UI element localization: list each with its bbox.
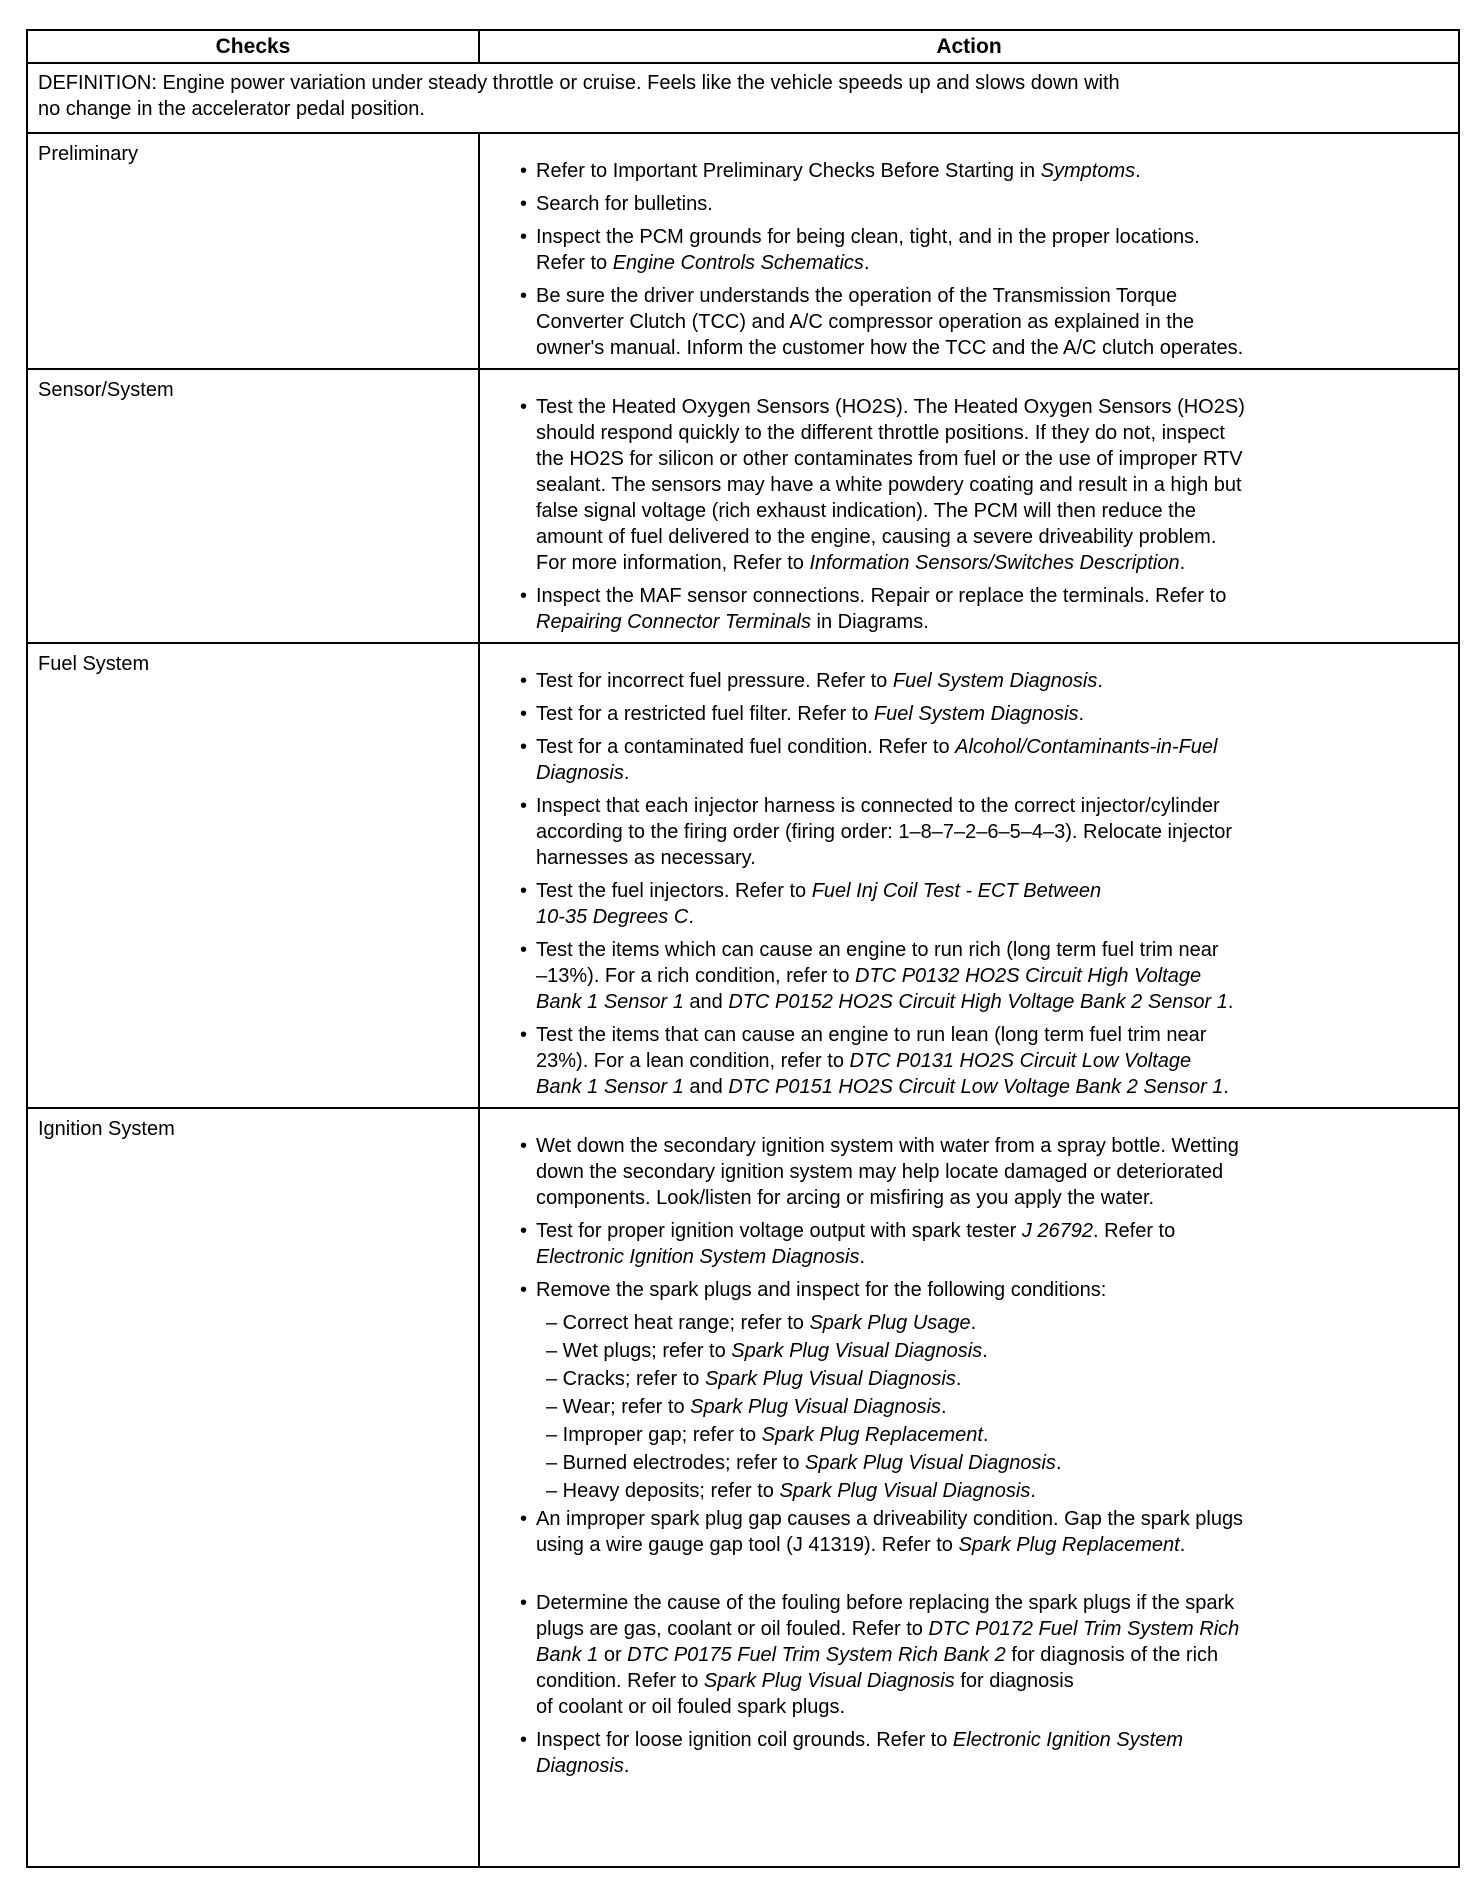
bullet-icon: •	[520, 1220, 528, 1242]
bullet-icon: •	[520, 670, 528, 692]
bullet-item	[480, 583, 1448, 635]
diagnostic-table	[26, 29, 1460, 1868]
bullet-item	[480, 1218, 1448, 1270]
sub-list-item	[480, 1310, 1448, 1336]
bullet-item	[480, 1590, 1448, 1720]
reference-text: DTC P0175 Fuel Trim System Rich Bank 2	[627, 1644, 1006, 1666]
bullet-icon: •	[520, 193, 528, 215]
check-label: Sensor/System	[27, 369, 479, 643]
reference-text: DTC P0151 HO2S Circuit Low Voltage Bank 2 Sensor 1	[728, 1076, 1224, 1098]
bullet-item	[480, 224, 1448, 276]
item-text: .	[859, 1246, 866, 1268]
item-text: – Wear; refer to	[546, 1396, 691, 1418]
item-text: .	[982, 1340, 988, 1362]
item-text: Test for a restricted fuel filter. Refer to	[536, 703, 874, 725]
sub-list-item	[480, 1394, 1448, 1420]
item-text: .	[941, 1396, 947, 1418]
sub-list-item	[480, 1422, 1448, 1448]
item-text: and	[683, 991, 729, 1013]
item-text: .	[982, 1424, 989, 1446]
reference-text: Spark Plug Visual Diagnosis	[704, 1368, 956, 1390]
sub-list-item	[480, 1478, 1448, 1504]
column-header-checks: Checks	[27, 30, 479, 63]
bullet-icon: •	[520, 585, 528, 607]
bullet-icon: •	[520, 1592, 528, 1614]
item-text: Refer to Important Preliminary Checks Before Starting in	[536, 160, 1041, 182]
bullet-item	[480, 1133, 1448, 1211]
bullet-item	[480, 1727, 1448, 1779]
reference-text: Electronic Ignition System Diagnosis	[536, 1729, 1184, 1777]
reference-text: Information Sensors/Switches Description	[809, 552, 1180, 574]
column-header-action: Action	[479, 30, 1459, 63]
bullet-item	[480, 1506, 1448, 1558]
item-text: An improper spark plug gap causes a driveability condition. Gap the spark plugs using a wire gauge gap tool (J 41319). Refer to	[536, 1508, 1244, 1556]
item-text: – Cracks; refer to	[546, 1368, 705, 1390]
item-text: or	[598, 1644, 628, 1666]
item-text: .	[955, 1368, 962, 1390]
item-text: .	[1223, 1076, 1229, 1098]
item-text: .	[1078, 703, 1085, 725]
bullet-icon: •	[520, 285, 528, 307]
bullet-item	[480, 793, 1448, 871]
item-text: Wet down the secondary ignition system with water from a spray bottle. Wetting down the secondary ignition system may help locate damaged or deteriorated components. Look/listen for arcing or misfiring as you apply the water.	[536, 1135, 1239, 1209]
item-text: .	[1055, 1452, 1062, 1474]
bullet-icon: •	[520, 1024, 528, 1046]
item-text: for diagnosis of the rich condition. Refer to	[536, 1644, 1219, 1692]
item-text: Test the items that can cause an engine to run lean (long term fuel trim near 23%). For a lean condition, refer to	[536, 1024, 1207, 1072]
action-cell	[479, 133, 1459, 369]
definition-row	[27, 63, 1459, 133]
bullet-icon: •	[520, 226, 528, 248]
item-text: Test for a contaminated fuel condition. Refer to	[536, 736, 956, 758]
item-text: – Heavy deposits; refer to	[546, 1480, 780, 1502]
reference-text: Spark Plug Visual Diagnosis	[805, 1452, 1056, 1474]
item-text: Be sure the driver understands the operation of the Transmission Torque Converter Clutch (TCC) and A/C compressor operation as explained in the owner's manual. Inform the customer how the TCC and the A/C clutch operates.	[536, 285, 1244, 359]
check-rows	[27, 133, 1459, 1867]
reference-text: DTC P0131 HO2S Circuit Low Voltage Bank 1 Sensor 1	[536, 1050, 1192, 1098]
reference-text: Spark Plug Replacement	[958, 1534, 1180, 1556]
bullet-icon: •	[520, 396, 528, 418]
item-text: .	[1179, 1534, 1186, 1556]
item-text: Test the items which can cause an engine to run rich (long term fuel trim near –13%). For a rich condition, refer to	[536, 939, 1219, 987]
item-text: Test the fuel injectors. Refer to	[536, 880, 812, 902]
item-text: Test the Heated Oxygen Sensors (HO2S). The Heated Oxygen Sensors (HO2S) should respond quickly to the different throttle positions. If they do not, inspect the HO2S for silicon or other contaminates from fuel or the use of improper RTV sealant. The sensors may have a white powdery coating and result in a high but false signal voltage (rich exhaust indication). The PCM will then reduce the amount of fuel delivered to the engine, causing a severe driveability problem. For more information, Refer to	[536, 396, 1245, 574]
check-row	[27, 643, 1459, 1108]
item-text: Test for incorrect fuel pressure. Refer to	[536, 670, 893, 692]
bullet-item	[480, 878, 1448, 930]
bullet-icon: •	[520, 1135, 528, 1157]
bullet-item	[480, 668, 1448, 694]
check-row	[27, 369, 1459, 643]
item-text: .	[1135, 160, 1141, 182]
item-text: Inspect the MAF sensor connections. Repair or replace the terminals. Refer to	[536, 585, 1227, 607]
item-text: Remove the spark plugs and inspect for the following conditions:	[536, 1279, 1107, 1301]
item-text: Inspect that each injector harness is connected to the correct injector/cylinder according to the firing order (firing order: 1–8–7–2–6–5–4–3). Relocate injector harnesses as necessary.	[536, 795, 1232, 869]
bullet-item	[480, 191, 1448, 217]
reference-text: DTC P0172 Fuel Trim System Rich Bank 1	[536, 1618, 1240, 1666]
bullet-item	[480, 1022, 1448, 1100]
item-text: .	[1179, 552, 1186, 574]
reference-text: Repairing Connector Terminals	[536, 611, 811, 633]
item-text: and	[683, 1076, 729, 1098]
bullet-icon: •	[520, 939, 528, 961]
reference-text: DTC P0132 HO2S Circuit High Voltage Bank 1 Sensor 1	[536, 965, 1202, 1013]
definition-text: DEFINITION: Engine power variation under steady throttle or cruise. Feels like the vehicle speeds up and slows down with no change in the accelerator pedal position.	[27, 63, 1459, 133]
item-text: .	[1030, 1480, 1036, 1502]
item-text: – Wet plugs; refer to	[546, 1340, 732, 1362]
sub-list-item	[480, 1338, 1448, 1364]
action-cell	[479, 643, 1459, 1108]
item-text: – Correct heat range; refer to	[546, 1312, 810, 1334]
action-cell	[479, 369, 1459, 643]
sub-list-item	[480, 1450, 1448, 1476]
reference-text: Fuel System Diagnosis	[892, 670, 1098, 692]
item-text: Test for proper ignition voltage output with spark tester	[536, 1220, 1022, 1242]
bullet-icon: •	[520, 880, 528, 902]
check-label: Fuel System	[27, 643, 479, 1108]
reference-text: J 26792	[1021, 1220, 1093, 1242]
bullet-item	[480, 158, 1448, 184]
reference-text: Spark Plug Visual Diagnosis	[703, 1670, 955, 1692]
bullet-icon: •	[520, 736, 528, 758]
bullet-icon: •	[520, 1729, 528, 1751]
bullet-icon: •	[520, 703, 528, 725]
reference-text: Fuel Inj Coil Test - ECT Between 10-35 Degrees C	[536, 880, 1102, 928]
item-text: – Burned electrodes; refer to	[546, 1452, 806, 1474]
item-text: .	[1227, 991, 1234, 1013]
item-text: .	[623, 1755, 630, 1777]
bullet-item	[480, 937, 1448, 1015]
item-text: . Refer to	[1092, 1220, 1176, 1242]
bullet-icon: •	[520, 1279, 528, 1301]
bullet-icon: •	[520, 160, 528, 182]
check-row	[27, 1108, 1459, 1867]
header-row	[27, 30, 1459, 63]
reference-text: Engine Controls Schematics	[612, 252, 864, 274]
reference-text: Electronic Ignition System Diagnosis	[536, 1246, 860, 1268]
item-text: – Improper gap; refer to	[546, 1424, 762, 1446]
reference-text: Spark Plug Replacement	[761, 1424, 983, 1446]
item-text: Search for bulletins.	[536, 193, 713, 215]
item-text: Determine the cause of the fouling before replacing the spark plugs if the spark plugs are gas, coolant or oil fouled. Refer to	[536, 1592, 1235, 1640]
check-label: Ignition System	[27, 1108, 479, 1867]
reference-text: Symptoms	[1040, 160, 1136, 182]
sub-list-item	[480, 1366, 1448, 1392]
item-text: .	[1097, 670, 1103, 692]
bullet-icon: •	[520, 1508, 528, 1530]
check-label: Preliminary	[27, 133, 479, 369]
item-text: .	[970, 1312, 977, 1334]
check-row	[27, 133, 1459, 369]
item-text: Inspect the PCM grounds for being clean, tight, and in the proper locations. Refer to	[536, 226, 1200, 274]
bullet-item	[480, 734, 1448, 786]
item-text: .	[863, 252, 870, 274]
item-text: in Diagrams.	[810, 611, 929, 633]
reference-text: Spark Plug Visual Diagnosis	[690, 1396, 942, 1418]
action-cell	[479, 1108, 1459, 1867]
bullet-item	[480, 394, 1448, 576]
reference-text: Spark Plug Visual Diagnosis	[779, 1480, 1031, 1502]
reference-text: Fuel System Diagnosis	[873, 703, 1079, 725]
reference-text: Spark Plug Usage	[809, 1312, 971, 1334]
bullet-item	[480, 1277, 1448, 1303]
bullet-icon: •	[520, 795, 528, 817]
bullet-item	[480, 283, 1448, 361]
item-text: .	[623, 762, 630, 784]
item-text: for diagnosis of coolant or oil fouled spark plugs.	[536, 1670, 1074, 1718]
reference-text: Spark Plug Visual Diagnosis	[731, 1340, 983, 1362]
reference-text: DTC P0152 HO2S Circuit High Voltage Bank 2 Sensor 1	[728, 991, 1228, 1013]
bullet-item	[480, 701, 1448, 727]
reference-text: Alcohol/Contaminants-in-Fuel Diagnosis	[536, 736, 1218, 784]
item-text: Inspect for loose ignition coil grounds. Refer to	[536, 1729, 953, 1751]
item-text: .	[688, 906, 694, 928]
